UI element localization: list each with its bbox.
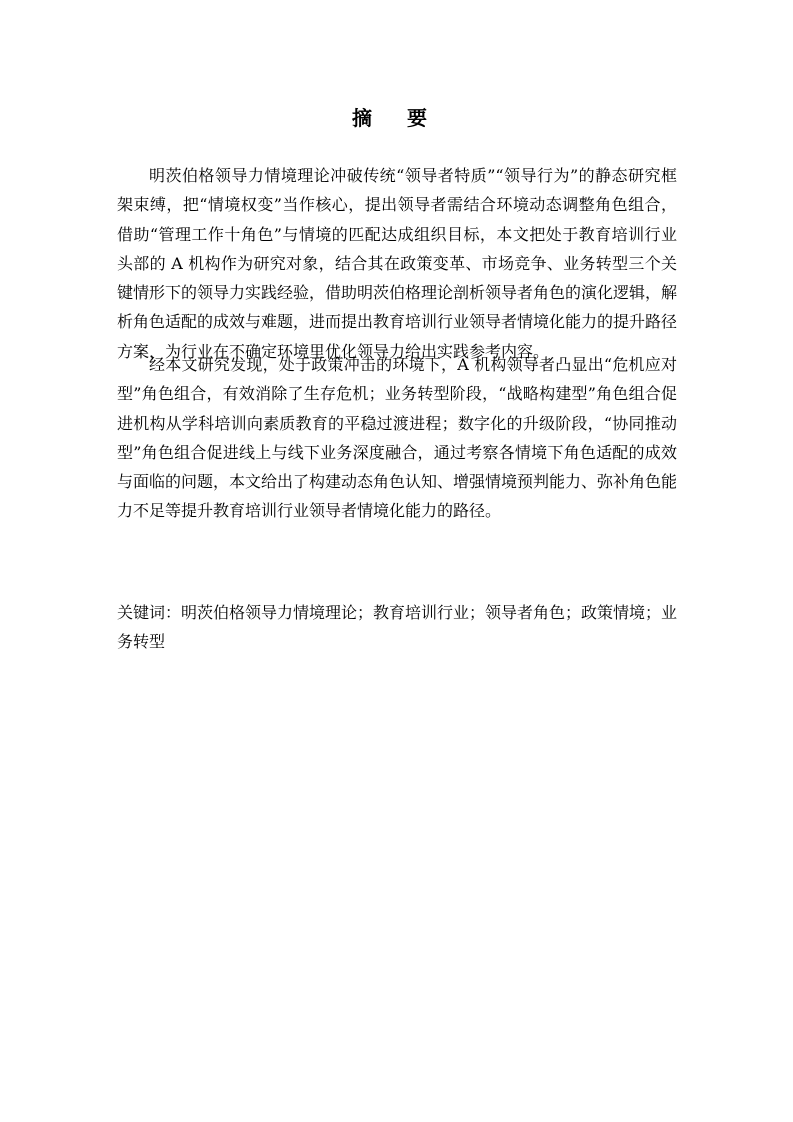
abstract-title: 摘 要 [352, 106, 441, 130]
keywords-line: 关键词：明茨伯格领导力情境理论；教育培训行业；领导者角色；政策情境；业务转型 [117, 603, 678, 652]
paragraph-text: 经本文研究发现，处于政策冲击的环境下，A 机构领导者凸显出“危机应对型”角色组合，有效消除了生存危机；业务转型阶段，“战略构建型”角色组合促进机构从学科培训向素质教育的平稳过渡进程；数字化的升级阶段，“协同推动型”角色组合促进线上与线下业务深度融合，通过考察各情境下角色适配的成效与面临的问题，本文给出了构建动态角色认知、增强情境预判能力、弥补角色能力不足等提升教育培训行业领导者情境化能力的路径。 [117, 355, 678, 521]
abstract-paragraph-2 [117, 350, 677, 526]
abstract-paragraph-1 [117, 161, 677, 366]
paragraph-text: 明茨伯格领导力情境理论冲破传统“领导者特质”“领导行为”的静态研究框架束缚，把“情境权变”当作核心，提出领导者需结合环境动态调整角色组合，借助“管理工作十角色”与情境的匹配达成组织目标，本文把处于教育培训行业头部的 A 机构作为研究对象，结合其在政策变革、市场竞争、业务转型三个关键情形下的领导力实践经验，借助明茨伯格理论剖析领导者角色的演化逻辑，解析角色适配的成效与难题，进而提出教育培训行业领导者情境化能力的提升路径方案，为行业在不确定环境里优化领导力给出实践参考内容。 [117, 166, 678, 361]
